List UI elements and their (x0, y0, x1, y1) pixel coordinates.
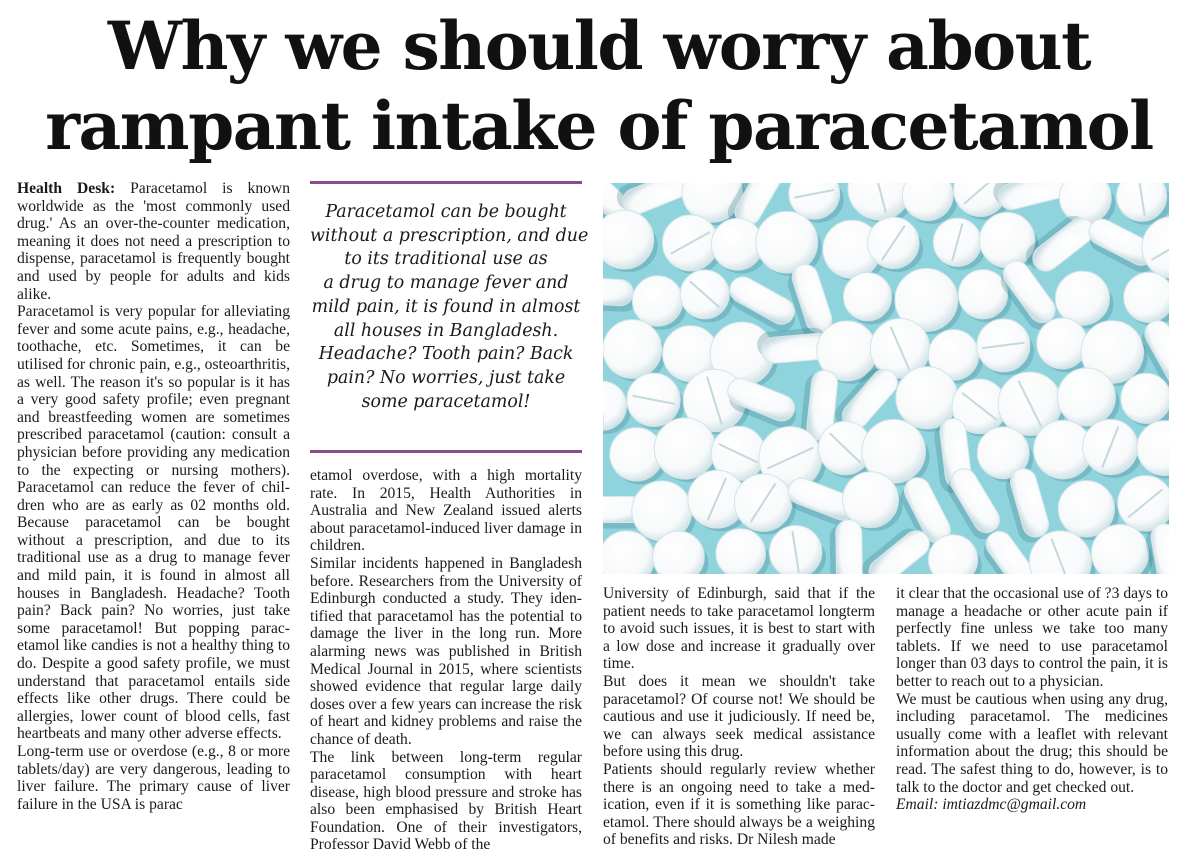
pill-shape (680, 270, 733, 323)
pull-quote-line: mild pain, it is found in almost (311, 296, 581, 317)
paragraph-text: Paracetamol is known worldwide as the 'most commonly used drug.' As an over-the-counter medication, meaning it does not need a prescription to dispense, paracetamol is frequently bought and used by people for adults and kids alike. (17, 180, 290, 303)
article-column-4 (896, 585, 1168, 862)
article-paragraph: Similar incidents happened in Bangladesh before. Researchers from the University of Edinburgh conducted a study. They identified that paracetamol has the potential to damage the liver in the long run. More alarming news was published in British Medical Journal in 2015, where scientists showed evidence that regular large daily doses over a few years can increase the risk of heart and kidney problems and raise the chance of death. (310, 554, 582, 748)
pull-quote-line: Paracetamol can be bought (325, 202, 567, 222)
pull-quote (310, 181, 589, 453)
pill-shape (1003, 466, 1052, 546)
pill-shape (603, 277, 638, 313)
pill-shape (928, 535, 981, 574)
pill-shape (603, 210, 658, 272)
article-paragraph: Paracetamol is very popular for alleviating fever and some acute pains, e.g., headache, toothache, etc. Sometimes, it can be utilised for chronic pain, e.g., osteoarthritis, as well. The reason it's so popular is it has a very good safety profile; even pregnant and breastfeeding women are sometimes prescribed paracetamol (caution: consult a physician before providing any medication to the expecting or nursing mothers). Paracetamol can reduce the fever of children who are as early as 02 months old. Because paracetamol can be bought without a prescription, and due to its traditional use as a drug to manage fever and mild pain, it is found in almost all houses in Bangladesh. Headache? Tooth pain? Back pain? No worries, just take some paracetamol! But popping paracetamol like candies is not a healthy thing to do. Despite a good safety profile, we must understand that paracetamol entails side effects like other drugs. There could be allergies, lower count of blood cells, fast heartbeats and many other adverse effects. (17, 303, 290, 743)
article-paragraph: Long-term use or overdose (e.g., 8 or more tablets/day) are very dangerous, leading to liver failure. The primary cause of liver failure in the USA is parac (17, 743, 290, 813)
pill-shape (843, 273, 895, 325)
headline-line-2: rampant intake of paracetamol (45, 87, 1153, 165)
pill-shape (977, 319, 1034, 375)
pill-shape (603, 381, 631, 434)
pill-shape (1121, 373, 1169, 427)
article-paragraph: We must be cautious when using any drug, including paracetamol. The medicines usually come with a leaflet with relevant information about the drug; this should be read. The safest thing to do, however, is to talk to the doctor and get checked out. (896, 690, 1168, 796)
pill-shape (653, 531, 709, 574)
article-paragraph (17, 180, 290, 303)
pull-quote-line: pain? No worries, just take (326, 367, 566, 388)
article-paragraph: etamol overdose, with a high mortality rate. In 2015, Health Authorities in Australia and New Zealand issued alerts about paracetamol-induced liver damage in children. (310, 467, 582, 555)
pull-quote-line: without a prescription, and due (310, 225, 589, 246)
headline (0, 6, 1198, 166)
headline-line-1: Why we should worry about (107, 7, 1091, 85)
pill-shape (902, 183, 957, 224)
pull-quote-line: all houses in Bangladesh. (333, 320, 559, 341)
article-paragraph: But does it mean we shouldn't take paracetamol? Of course not! We should be cautious and use it judiciously. If need be, we can always seek medical assistance before using this drug. (603, 672, 875, 761)
article-paragraph: it clear that the occasional use of ?3 days to manage a headache or other acute pain if perfectly fine unless we take too many tablets. If we need to use paracetamol longer than 03 days to control the pain, it is better to reach out to a physician. (896, 585, 1168, 690)
article-column-3 (603, 585, 875, 862)
byline-label: Health Desk: (17, 180, 116, 197)
article-paragraph: Patients should regularly review whether there is an ongoing need to take a medication, even if it is something like paracetamol. There should always be a weighing of benefits and risks. Dr Nilesh made (603, 760, 875, 849)
pull-quote-line: Headache? Tooth pain? Back (318, 344, 574, 365)
article-column-1 (17, 180, 290, 862)
pull-quote-line: a drug to manage fever and (323, 273, 569, 294)
pill-shape (716, 529, 770, 574)
pill-shape (769, 526, 826, 574)
pull-quote-line: to its traditional use as (344, 249, 548, 270)
pill-shape (830, 520, 863, 574)
article-column-2 (310, 467, 582, 862)
pill-shape (933, 218, 985, 270)
article-paragraph: University of Edinburgh, said that if the patient needs to take paracetamol longterm to avoid such issues, it is best to start with a low dose and increase it gradually over time. (603, 585, 875, 673)
pills-illustration (603, 183, 1169, 574)
pull-quote-line: some paracetamol! (361, 391, 531, 412)
paracetamol-pills-photo (603, 183, 1169, 574)
pill-shape (1137, 421, 1169, 479)
pill-shape (1124, 272, 1169, 325)
author-email: Email: imtiazdmc@gmail.com (896, 796, 1087, 814)
article-paragraph: The link between long-term regular paracetamol consumption with heart disease, high blood pressure and stroke has also been emphasised by British Heart Foundation. One of their investigators, Professor David Webb of the (310, 748, 582, 854)
